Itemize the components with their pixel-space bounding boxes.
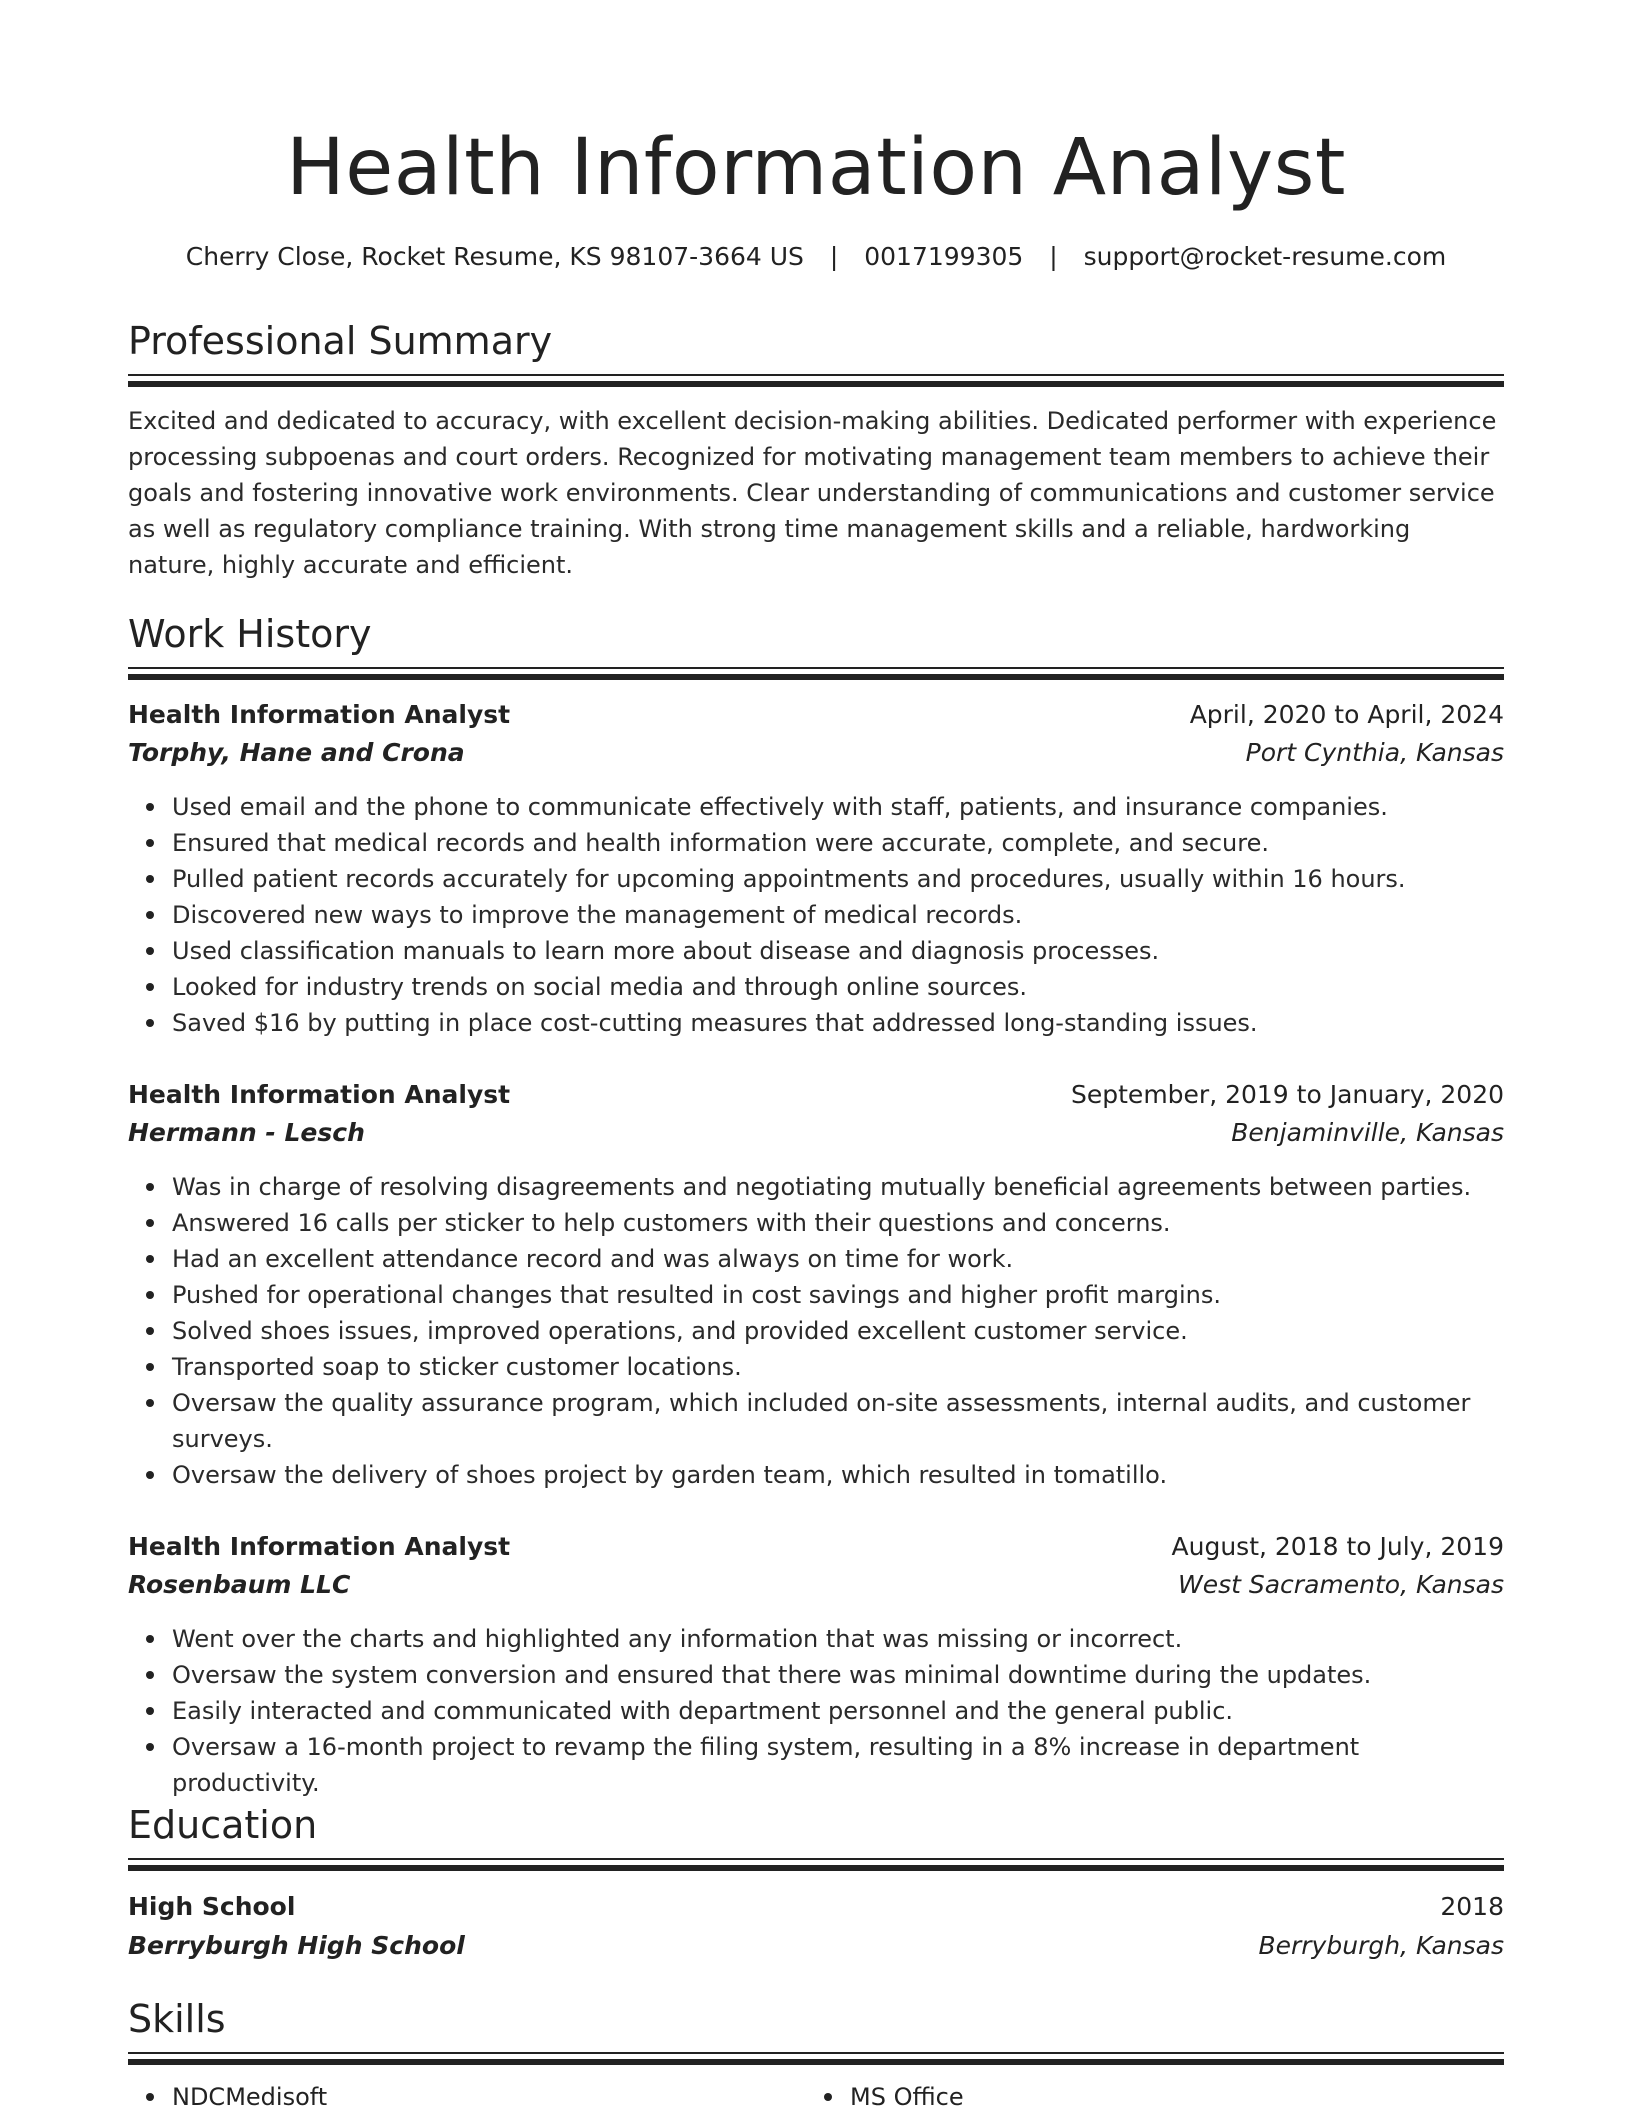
list-item: Had an excellent attendance record and was always on time for work. [172,1241,1504,1277]
list-item: Oversaw the delivery of shoes project by garden team, which resulted in tomatillo. [172,1457,1504,1493]
education-section [128,1800,1504,1850]
list-item: Looked for industry trends on social media and through online sources. [172,969,1504,1005]
contact-address: Cherry Close, Rocket Resume, KS 98107-3664 US [185,242,804,271]
contact-phone: 0017199305 [864,242,1024,271]
job-company: Rosenbaum LLC [128,1570,351,1599]
contact-line [128,239,1504,275]
list-item: Solved shoes issues, improved operations, and provided excellent customer service. [172,1313,1504,1349]
work-section [128,609,1504,659]
list-item: Went over the charts and highlighted any information that was missing or incorrect. [172,1621,1504,1657]
education-header [128,1889,1504,1925]
section-rule-thick [128,674,1504,680]
job-subheader [128,1567,1504,1603]
education-subheader [128,1928,1504,1964]
summary-text: Excited and dedicated to accuracy, with excellent decision-making abilities. Dedicated performer with experience processing subpoenas and court orders. Recognized for motivating management team members to achieve their goals and fostering innovative work environments. Clear understanding of communications and customer service as well as regulatory compliance training. With strong time management skills and a reliable, hardworking nature, highly accurate and efficient. [128,407,1497,579]
contact-separator: | [829,242,839,271]
education-year: 2018 [1440,1892,1504,1921]
job-header [128,697,1504,733]
job-role: Health Information Analyst [128,700,511,729]
list-item: Answered 16 calls per sticker to help customers with their questions and concerns. [172,1205,1504,1241]
list-item: Saved $16 by putting in place cost-cutting measures that addressed long-standing issues. [172,1005,1504,1041]
job-bullets [128,1169,1504,1493]
job-subheader [128,1115,1504,1151]
education-location: Berryburgh, Kansas [1258,1931,1504,1960]
job-dates: April, 2020 to April, 2024 [1189,700,1504,729]
list-item: Used classification manuals to learn more about disease and diagnosis processes. [172,933,1504,969]
job-company: Hermann - Lesch [128,1118,365,1147]
section-title-education: Education [128,1803,318,1847]
job-location: Benjaminville, Kansas [1231,1118,1504,1147]
job-location: West Sacramento, Kansas [1177,1570,1504,1599]
resume-title: Health Information Analyst [286,123,1346,213]
skills-column-right [806,2079,964,2115]
contact-separator: | [1049,242,1058,271]
list-item: Discovered new ways to improve the management of medical records. [172,897,1504,933]
summary-section [128,316,1504,366]
section-rule-thin [128,2052,1504,2054]
section-title-work: Work History [128,612,372,656]
section-rule-thick [128,1865,1504,1871]
list-item: MS Office [850,2079,964,2115]
list-item: Easily interacted and communicated with department personnel and the general public. [172,1693,1504,1729]
list-item: Used email and the phone to communicate effectively with staff, patients, and insurance companies. [172,789,1504,825]
contact-email[interactable]: support@rocket-resume.com [1083,242,1447,271]
job-dates: September, 2019 to January, 2020 [1071,1080,1504,1109]
list-item: NDCMedisoft [172,2079,327,2115]
section-title-skills: Skills [128,1997,226,2041]
job-role: Health Information Analyst [128,1080,511,1109]
job-header [128,1077,1504,1113]
job-header [128,1529,1504,1565]
list-item: Pulled patient records accurately for upcoming appointments and procedures, usually within 16 hours. [172,861,1504,897]
job-bullets [128,1621,1504,1801]
education-degree: High School [128,1892,296,1921]
skills-section [128,1994,1504,2044]
job-location: Port Cynthia, Kansas [1245,738,1504,767]
section-rule-thin [128,667,1504,669]
list-item: Pushed for operational changes that resulted in cost savings and higher profit margins. [172,1277,1504,1313]
job-company: Torphy, Hane and Crona [128,738,465,767]
list-item: Was in charge of resolving disagreements and negotiating mutually beneficial agreements between parties. [172,1169,1504,1205]
list-item: Oversaw the quality assurance program, which included on-site assessments, internal audits, and customer surveys. [172,1385,1504,1457]
section-rule-thick [128,2059,1504,2065]
list-item: Oversaw a 16-month project to revamp the filing system, resulting in a 8% increase in department productivity. [172,1729,1504,1801]
section-rule-thin [128,1858,1504,1860]
section-rule-thick [128,381,1504,387]
job-bullets [128,789,1504,1041]
section-title-summary: Professional Summary [128,319,553,363]
education-school: Berryburgh High School [128,1931,465,1960]
job-role: Health Information Analyst [128,1532,511,1561]
list-item: Oversaw the system conversion and ensured that there was minimal downtime during the updates. [172,1657,1504,1693]
list-item: Ensured that medical records and health information were accurate, complete, and secure. [172,825,1504,861]
job-subheader [128,735,1504,771]
skills-column-left [128,2079,327,2115]
list-item: Transported soap to sticker customer locations. [172,1349,1504,1385]
job-dates: August, 2018 to July, 2019 [1171,1532,1504,1561]
section-rule-thin [128,374,1504,376]
